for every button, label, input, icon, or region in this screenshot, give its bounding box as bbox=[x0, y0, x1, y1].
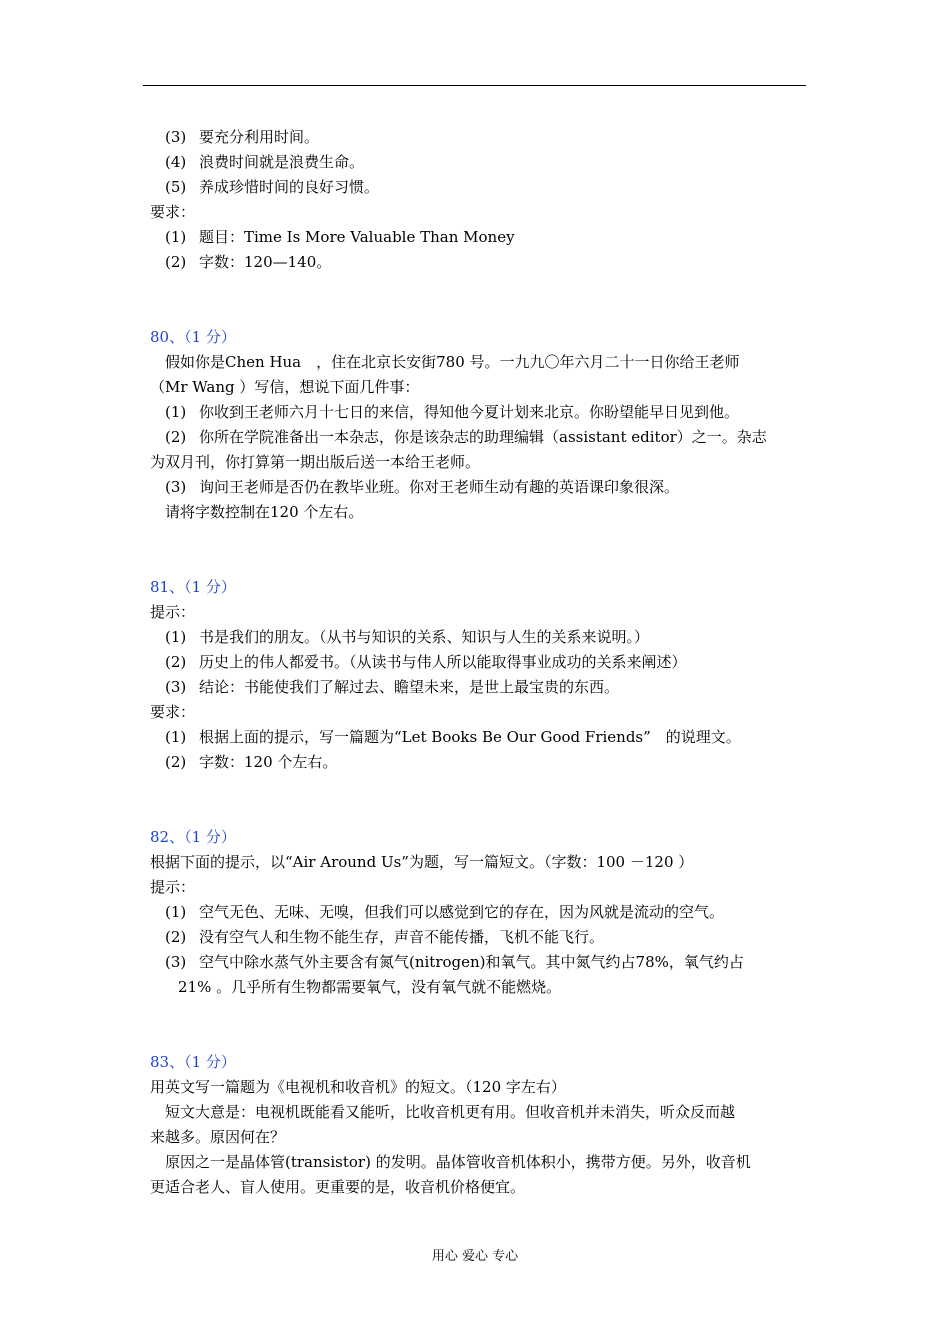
list-item: (3) 结论：书能使我们了解过去、瞻望未来，是世上最宝贵的东西。 bbox=[165, 678, 620, 696]
list-item: (2) 字数：120—140。 bbox=[165, 253, 332, 271]
page-footer: 用心 爱心 专心 bbox=[431, 1249, 519, 1264]
requirements-label: 要求： bbox=[150, 703, 196, 721]
question-83-intro: 用英文写一篇题为《电视机和收音机》的短文。（120 字左右） bbox=[150, 1078, 566, 1096]
list-item-cont: 21% 。几乎所有生物都需要氧气，没有氧气就不能燃烧。 bbox=[178, 978, 562, 996]
list-item: (3) 询问王老师是否仍在教毕业班。你对王老师生动有趣的英语课印象很深。 bbox=[165, 478, 680, 496]
list-item: (3) 要充分利用时间。 bbox=[165, 128, 320, 146]
list-item: (1) 题目：Time Is More Valuable Than Money bbox=[165, 228, 515, 246]
question-80-outro: 请将字数控制在120 个左右。 bbox=[165, 503, 364, 521]
list-item: (2) 字数：120 个左右。 bbox=[165, 753, 338, 771]
question-80-intro: 假如你是Chen Hua ，住在北京长安街780 号。一九九〇年六月二十一日你给王老师 bbox=[165, 353, 740, 371]
list-item: (1) 书是我们的朋友。（从书与知识的关系、知识与人生的关系来说明。） bbox=[165, 628, 650, 646]
hint-label: 提示： bbox=[150, 603, 196, 621]
list-item: (2) 没有空气人和生物不能生存，声音不能传播，飞机不能飞行。 bbox=[165, 928, 605, 946]
list-item: (2) 你所在学院准备出一本杂志，你是该杂志的助理编辑（assistant editor）之一。杂志 bbox=[165, 428, 767, 446]
list-item: (1) 你收到王老师六月十七日的来信，得知他今夏计划来北京。你盼望能早日见到他。 bbox=[165, 403, 740, 421]
question-80-heading: 80、（1 分） bbox=[150, 328, 236, 346]
list-item-cont: 为双月刊，你打算第一期出版后送一本给王老师。 bbox=[150, 453, 481, 471]
list-item: (5) 养成珍惜时间的良好习惯。 bbox=[165, 178, 380, 196]
question-80-intro-cont: （Mr Wang ）写信，想说下面几件事： bbox=[150, 378, 420, 396]
question-81-heading: 81、（1 分） bbox=[150, 578, 236, 596]
question-82-intro: 根据下面的提示，以“Air Around Us”为题，写一篇短文。（字数：100 －120 ） bbox=[150, 853, 694, 871]
requirements-label: 要求： bbox=[150, 203, 196, 221]
list-item: (3) 空气中除水蒸气外主要含有氮气(nitrogen)和氧气。其中氮气约占78%，氧气约占 bbox=[165, 953, 744, 971]
list-item: (4) 浪费时间就是浪费生命。 bbox=[165, 153, 365, 171]
paragraph-cont: 更适合老人、盲人使用。更重要的是，收音机价格便宜。 bbox=[150, 1178, 526, 1196]
question-83-heading: 83、（1 分） bbox=[150, 1053, 236, 1071]
paragraph-cont: 来越多。原因何在？ bbox=[150, 1128, 286, 1146]
paragraph: 短文大意是：电视机既能看又能听，比收音机更有用。但收音机并未消失，听众反而越 bbox=[165, 1103, 736, 1121]
list-item: (1) 空气无色、无味、无嗅，但我们可以感觉到它的存在，因为风就是流动的空气。 bbox=[165, 903, 725, 921]
hint-label: 提示： bbox=[150, 878, 196, 896]
header-rule bbox=[143, 85, 806, 86]
list-item: (1) 根据上面的提示，写一篇题为“Let Books Be Our Good Friends” 的说理文。 bbox=[165, 728, 741, 746]
document-body bbox=[150, 125, 805, 1200]
paragraph: 原因之一是晶体管(transistor) 的发明。晶体管收音机体积小，携带方便。另外，收音机 bbox=[165, 1153, 751, 1171]
question-82-heading: 82、（1 分） bbox=[150, 828, 236, 846]
list-item: (2) 历史上的伟人都爱书。（从读书与伟人所以能取得事业成功的关系来阐述） bbox=[165, 653, 687, 671]
